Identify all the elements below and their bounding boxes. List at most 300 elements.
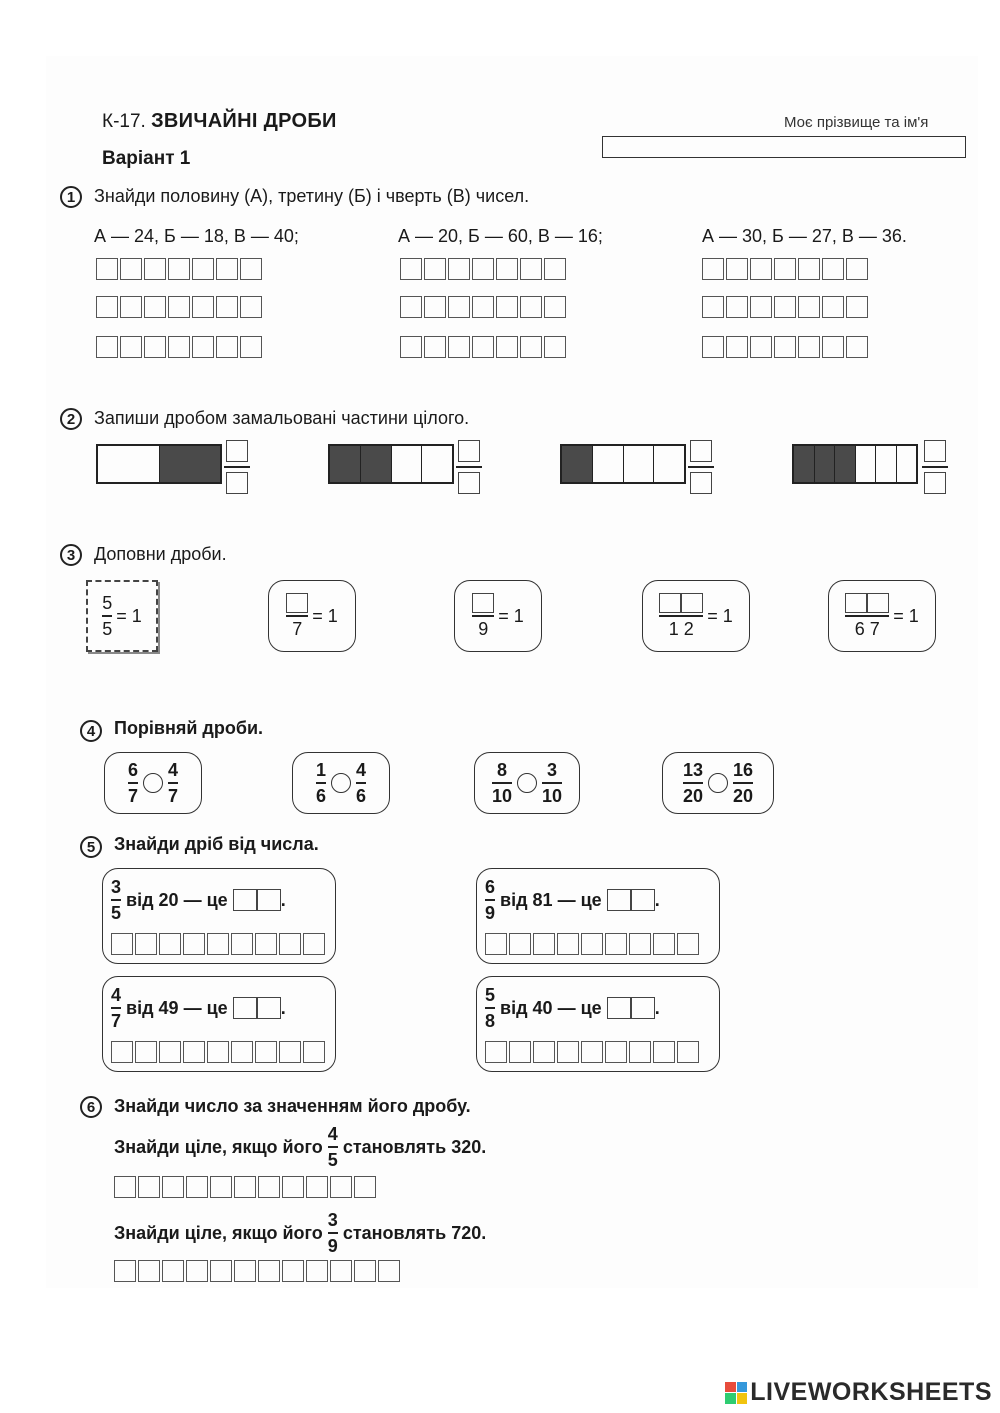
denominator: 7 bbox=[168, 786, 179, 806]
denominator: 6 bbox=[356, 786, 367, 806]
denominator: 5 bbox=[111, 903, 122, 923]
fraction-line bbox=[456, 466, 482, 468]
fraction-of-number-2: $\frac{6}{9}$ від 81 — це . bbox=[476, 868, 720, 964]
work-cell[interactable] bbox=[111, 1041, 133, 1063]
answer-cell[interactable] bbox=[520, 296, 542, 318]
answer-cell[interactable] bbox=[424, 336, 446, 358]
work-cell[interactable] bbox=[258, 1176, 280, 1198]
compare-pair-1 bbox=[104, 752, 202, 814]
task6-prefix: Знайди ціле, якщо його bbox=[114, 1136, 323, 1157]
answer-cell[interactable] bbox=[96, 296, 118, 318]
work-cell[interactable] bbox=[485, 1041, 507, 1063]
answer-cell[interactable] bbox=[750, 336, 772, 358]
answer-cell[interactable] bbox=[400, 296, 422, 318]
denominator: 5 bbox=[327, 1150, 338, 1170]
task6-work-cells-1[interactable] bbox=[114, 1176, 378, 1198]
fraction-line bbox=[485, 1007, 495, 1009]
work-cell[interactable] bbox=[533, 933, 555, 955]
work-cell[interactable] bbox=[231, 933, 253, 955]
work-cell[interactable] bbox=[186, 1260, 208, 1282]
work-cell[interactable] bbox=[210, 1260, 232, 1282]
word-of: від bbox=[500, 997, 528, 1018]
variant-label: Варіант 1 bbox=[102, 148, 191, 169]
answer-cell[interactable] bbox=[192, 258, 214, 280]
task1-answer-row[interactable] bbox=[400, 296, 568, 318]
name-input-field[interactable] bbox=[602, 136, 966, 158]
result: = 1 bbox=[707, 605, 733, 626]
numerator-input[interactable] bbox=[286, 593, 308, 613]
answer-box[interactable] bbox=[607, 889, 655, 911]
answer-cell[interactable] bbox=[750, 258, 772, 280]
fraction-answer-1 bbox=[224, 440, 250, 494]
numerator-box[interactable] bbox=[458, 440, 480, 462]
work-cells[interactable] bbox=[111, 1041, 327, 1063]
empty-part bbox=[422, 446, 452, 482]
filled-part bbox=[361, 446, 392, 482]
work-cell[interactable] bbox=[581, 1041, 603, 1063]
word-is: — це bbox=[557, 889, 602, 910]
numerator-input[interactable] bbox=[867, 593, 889, 613]
task1-answer-row[interactable] bbox=[96, 336, 264, 358]
answer-cell[interactable] bbox=[822, 336, 844, 358]
work-cell[interactable] bbox=[138, 1176, 160, 1198]
work-cell[interactable] bbox=[186, 1176, 208, 1198]
task1-text: Знайди половину (А), третину (Б) і чверть (В) чисел. bbox=[94, 186, 530, 206]
logo-square bbox=[725, 1382, 736, 1393]
fraction-bar-2 bbox=[328, 444, 454, 484]
numerator: 3 bbox=[547, 760, 558, 780]
compare-circle[interactable] bbox=[331, 773, 351, 793]
answer-cell[interactable] bbox=[544, 296, 566, 318]
denominator: 20 bbox=[733, 786, 754, 806]
answer-cell[interactable] bbox=[520, 336, 542, 358]
fraction-line bbox=[316, 782, 326, 784]
numerator: 4 bbox=[356, 760, 367, 780]
work-cell[interactable] bbox=[677, 1041, 699, 1063]
answer-cell[interactable] bbox=[192, 296, 214, 318]
answer-cell[interactable] bbox=[240, 336, 262, 358]
word-is: — це bbox=[183, 889, 228, 910]
answer-cell[interactable] bbox=[798, 258, 820, 280]
numerator: 5 bbox=[485, 985, 496, 1005]
numerator: 4 bbox=[111, 985, 122, 1005]
denominator: 6 bbox=[315, 786, 326, 806]
task1-answer-row[interactable] bbox=[702, 296, 870, 318]
work-cell[interactable] bbox=[231, 1041, 253, 1063]
fraction-line bbox=[922, 466, 948, 468]
fraction-answer-4 bbox=[922, 440, 948, 494]
fraction-answer-3 bbox=[688, 440, 714, 494]
empty-part bbox=[392, 446, 423, 482]
task6-prefix: Знайди ціле, якщо його bbox=[114, 1222, 323, 1243]
work-cell[interactable] bbox=[207, 1041, 229, 1063]
worksheet-page bbox=[46, 56, 978, 1288]
number-value: 20 bbox=[158, 889, 179, 910]
answer-cell[interactable] bbox=[798, 336, 820, 358]
answer-cell[interactable] bbox=[168, 336, 190, 358]
answer-cell[interactable] bbox=[496, 336, 518, 358]
denominator-box[interactable] bbox=[924, 472, 946, 494]
example-numerator: 5 bbox=[102, 593, 113, 613]
empty-part bbox=[856, 446, 877, 482]
fraction-bar-4 bbox=[792, 444, 918, 484]
result: = 1 bbox=[893, 605, 919, 626]
denominator: 20 bbox=[682, 786, 703, 806]
numerator: 13 bbox=[682, 760, 703, 780]
work-cell[interactable] bbox=[207, 933, 229, 955]
work-cell[interactable] bbox=[114, 1176, 136, 1198]
denominator: 7 bbox=[127, 786, 138, 806]
work-cell[interactable] bbox=[255, 1041, 277, 1063]
answer-cell[interactable] bbox=[726, 336, 748, 358]
task6-item-1 bbox=[114, 1124, 486, 1170]
denominator: 10 bbox=[542, 786, 563, 806]
number-value: 720. bbox=[451, 1222, 487, 1243]
work-cell[interactable] bbox=[135, 933, 157, 955]
fraction-line bbox=[111, 899, 121, 901]
filled-part bbox=[562, 446, 593, 482]
work-cell[interactable] bbox=[111, 933, 133, 955]
work-cell[interactable] bbox=[114, 1260, 136, 1282]
fraction-line bbox=[733, 782, 753, 784]
answer-cell[interactable] bbox=[240, 258, 262, 280]
answer-cell[interactable] bbox=[216, 336, 238, 358]
work-cell[interactable] bbox=[629, 1041, 651, 1063]
work-cell[interactable] bbox=[509, 1041, 531, 1063]
numerator-box[interactable] bbox=[226, 440, 248, 462]
answer-box[interactable] bbox=[233, 889, 281, 911]
denominator-box[interactable] bbox=[458, 472, 480, 494]
work-cell[interactable] bbox=[509, 933, 531, 955]
answer-cell[interactable] bbox=[822, 258, 844, 280]
numerator-input[interactable] bbox=[472, 593, 494, 613]
work-cell[interactable] bbox=[581, 933, 603, 955]
compare-pair-2 bbox=[292, 752, 390, 814]
task2-text: Запиши дробом замальовані частини цілого. bbox=[94, 408, 470, 428]
task1-answer-row[interactable] bbox=[702, 258, 870, 280]
answer-cell[interactable] bbox=[846, 296, 868, 318]
fraction-line bbox=[485, 899, 495, 901]
result: = 1 bbox=[312, 605, 338, 626]
compare-pair-3 bbox=[474, 752, 580, 814]
answer-cell[interactable] bbox=[496, 296, 518, 318]
complete-fraction-1 bbox=[268, 580, 356, 652]
numerator: 16 bbox=[733, 760, 754, 780]
fraction-of-number-3: $\frac{4}{7}$ від 49 — це . bbox=[102, 976, 336, 1072]
task1-answer-row[interactable] bbox=[400, 336, 568, 358]
denominator: 10 bbox=[491, 786, 512, 806]
numerator-input[interactable] bbox=[659, 593, 681, 613]
empty-part bbox=[654, 446, 684, 482]
work-cell[interactable] bbox=[282, 1260, 304, 1282]
word-of: від bbox=[126, 997, 154, 1018]
number-value: 49 bbox=[158, 997, 179, 1018]
work-cell[interactable] bbox=[533, 1041, 555, 1063]
task5-text: Знайди дріб від числа. bbox=[114, 834, 319, 854]
answer-cell[interactable] bbox=[774, 336, 796, 358]
answer-cell[interactable] bbox=[424, 258, 446, 280]
fraction-line bbox=[472, 615, 494, 617]
result: = 1 bbox=[498, 605, 524, 626]
filled-part bbox=[835, 446, 856, 482]
empty-part bbox=[876, 446, 897, 482]
fraction-of-number-4: $\frac{5}{8}$ від 40 — це . bbox=[476, 976, 720, 1072]
fraction-line bbox=[111, 1007, 121, 1009]
denominator: 9 bbox=[478, 619, 489, 639]
task1-answer-row[interactable] bbox=[702, 336, 870, 358]
answer-cell[interactable] bbox=[192, 336, 214, 358]
logo-text: LIVEWORKSHEETS bbox=[750, 1378, 992, 1406]
answer-cell[interactable] bbox=[544, 336, 566, 358]
answer-box[interactable] bbox=[607, 997, 655, 1019]
work-cell[interactable] bbox=[354, 1260, 376, 1282]
fraction-line bbox=[356, 782, 366, 784]
fraction-line bbox=[168, 782, 178, 784]
answer-cell[interactable] bbox=[544, 258, 566, 280]
worksheet-title: ЗВИЧАЙНІ ДРОБИ bbox=[151, 110, 337, 132]
denominator: 6 7 bbox=[854, 619, 880, 639]
answer-cell[interactable] bbox=[144, 336, 166, 358]
filled-part bbox=[794, 446, 815, 482]
fraction-line bbox=[688, 466, 714, 468]
answer-cell[interactable] bbox=[774, 258, 796, 280]
liveworksheets-logo bbox=[725, 1378, 992, 1407]
work-cell[interactable] bbox=[653, 933, 675, 955]
work-cell[interactable] bbox=[557, 1041, 579, 1063]
answer-cell[interactable] bbox=[120, 258, 142, 280]
fraction-line bbox=[102, 615, 112, 617]
numerator: 6 bbox=[485, 877, 496, 897]
numerator-box[interactable] bbox=[690, 440, 712, 462]
fraction-line bbox=[224, 466, 250, 468]
work-cell[interactable] bbox=[234, 1260, 256, 1282]
answer-cell[interactable] bbox=[520, 258, 542, 280]
fraction-line bbox=[328, 1146, 338, 1148]
answer-cell[interactable] bbox=[216, 296, 238, 318]
logo-square bbox=[737, 1382, 748, 1393]
task4-text: Порівняй дроби. bbox=[114, 718, 264, 738]
answer-cell[interactable] bbox=[472, 336, 494, 358]
answer-cell[interactable] bbox=[472, 258, 494, 280]
answer-cell[interactable] bbox=[448, 258, 470, 280]
fraction-of-number-1: $\frac{3}{5}$ від 20 — це . bbox=[102, 868, 336, 964]
task-number-2: 2 bbox=[60, 408, 82, 430]
word-of: від bbox=[126, 889, 154, 910]
answer-cell[interactable] bbox=[120, 296, 142, 318]
fraction-line bbox=[542, 782, 562, 784]
denominator-box[interactable] bbox=[690, 472, 712, 494]
denominator: 8 bbox=[485, 1011, 496, 1031]
work-cell[interactable] bbox=[557, 933, 579, 955]
logo-icon bbox=[725, 1382, 747, 1404]
denominator: 1 2 bbox=[668, 619, 694, 639]
fraction-line bbox=[492, 782, 512, 784]
numerator-input[interactable] bbox=[681, 593, 703, 613]
work-cell[interactable] bbox=[485, 933, 507, 955]
worksheet-code bbox=[102, 110, 337, 133]
work-cell[interactable] bbox=[653, 1041, 675, 1063]
work-cell[interactable] bbox=[159, 1041, 181, 1063]
fraction-line bbox=[845, 615, 889, 617]
numerator-input[interactable] bbox=[845, 593, 867, 613]
answer-cell[interactable] bbox=[400, 336, 422, 358]
empty-part bbox=[593, 446, 624, 482]
task1-answer-row[interactable] bbox=[96, 258, 264, 280]
compare-circle[interactable] bbox=[143, 773, 163, 793]
word-of: від bbox=[500, 889, 528, 910]
fraction-line bbox=[683, 782, 703, 784]
answer-cell[interactable] bbox=[774, 296, 796, 318]
complete-fraction-2 bbox=[454, 580, 542, 652]
denominator-box[interactable] bbox=[226, 472, 248, 494]
work-cell[interactable] bbox=[354, 1176, 376, 1198]
task1-group-1: А — 24, Б — 18, В — 40; bbox=[94, 226, 299, 246]
answer-cell[interactable] bbox=[496, 258, 518, 280]
answer-cell[interactable] bbox=[424, 296, 446, 318]
work-cells[interactable] bbox=[485, 933, 701, 955]
task-number-1: 1 bbox=[60, 186, 82, 208]
work-cell[interactable] bbox=[330, 1176, 352, 1198]
numerator: 1 bbox=[315, 760, 326, 780]
work-cell[interactable] bbox=[306, 1260, 328, 1282]
word-make: становлять bbox=[342, 1222, 447, 1243]
compare-circle[interactable] bbox=[517, 773, 537, 793]
work-cell[interactable] bbox=[183, 933, 205, 955]
numerator: 3 bbox=[327, 1210, 338, 1230]
work-cells[interactable] bbox=[111, 933, 327, 955]
code-label: К-17. bbox=[102, 111, 146, 132]
work-cell[interactable] bbox=[135, 1041, 157, 1063]
answer-cell[interactable] bbox=[846, 336, 868, 358]
logo-square bbox=[737, 1393, 748, 1404]
work-cell[interactable] bbox=[138, 1260, 160, 1282]
work-cell[interactable] bbox=[159, 933, 181, 955]
work-cell[interactable] bbox=[605, 1041, 627, 1063]
answer-cell[interactable] bbox=[702, 258, 724, 280]
answer-cell[interactable] bbox=[216, 258, 238, 280]
number-value: 40 bbox=[532, 997, 553, 1018]
example-denominator: 5 bbox=[102, 619, 113, 639]
answer-cell[interactable] bbox=[448, 296, 470, 318]
answer-box[interactable] bbox=[233, 997, 281, 1019]
answer-cell[interactable] bbox=[144, 296, 166, 318]
task6-text: Знайди число за значенням його дробу. bbox=[114, 1096, 471, 1116]
denominator: 7 bbox=[292, 619, 303, 639]
task1-answer-row[interactable] bbox=[96, 296, 264, 318]
answer-cell[interactable] bbox=[96, 258, 118, 280]
number-value: 81 bbox=[532, 889, 553, 910]
work-cell[interactable] bbox=[183, 1041, 205, 1063]
work-cell[interactable] bbox=[162, 1176, 184, 1198]
fraction-bar-1 bbox=[96, 444, 222, 484]
fraction-line bbox=[128, 782, 138, 784]
word-is: — це bbox=[183, 997, 228, 1018]
task-number-4: 4 bbox=[80, 720, 102, 742]
answer-cell[interactable] bbox=[400, 258, 422, 280]
answer-cell[interactable] bbox=[702, 336, 724, 358]
task1-group-3: А — 30, Б — 27, В — 36. bbox=[702, 226, 907, 246]
number-value: 320. bbox=[451, 1136, 487, 1157]
work-cell[interactable] bbox=[677, 933, 699, 955]
work-cell[interactable] bbox=[162, 1260, 184, 1282]
empty-part bbox=[624, 446, 655, 482]
answer-cell[interactable] bbox=[846, 258, 868, 280]
word-make: становлять bbox=[342, 1136, 447, 1157]
work-cell[interactable] bbox=[330, 1260, 352, 1282]
filled-part bbox=[330, 446, 361, 482]
fraction-line bbox=[328, 1232, 338, 1234]
numerator: 3 bbox=[111, 877, 122, 897]
answer-cell[interactable] bbox=[120, 336, 142, 358]
numerator: 8 bbox=[496, 760, 507, 780]
compare-pair-4 bbox=[662, 752, 774, 814]
fraction-answer-2 bbox=[456, 440, 482, 494]
denominator: 9 bbox=[327, 1236, 338, 1256]
answer-cell[interactable] bbox=[726, 296, 748, 318]
empty-part bbox=[98, 446, 160, 482]
task3-text: Доповни дроби. bbox=[94, 544, 227, 564]
answer-cell[interactable] bbox=[448, 336, 470, 358]
answer-cell[interactable] bbox=[702, 296, 724, 318]
task1-answer-row[interactable] bbox=[400, 258, 568, 280]
answer-cell[interactable] bbox=[472, 296, 494, 318]
work-cells[interactable] bbox=[485, 1041, 701, 1063]
empty-part bbox=[897, 446, 917, 482]
numerator: 4 bbox=[327, 1124, 338, 1144]
example-fraction bbox=[86, 580, 158, 652]
complete-fraction-3 bbox=[642, 580, 750, 652]
work-cell[interactable] bbox=[378, 1260, 400, 1282]
fraction-line bbox=[659, 615, 703, 617]
answer-cell[interactable] bbox=[726, 258, 748, 280]
answer-cell[interactable] bbox=[168, 258, 190, 280]
fraction-bar-3 bbox=[560, 444, 686, 484]
answer-cell[interactable] bbox=[750, 296, 772, 318]
work-cell[interactable] bbox=[303, 1041, 325, 1063]
work-cell[interactable] bbox=[234, 1176, 256, 1198]
answer-cell[interactable] bbox=[822, 296, 844, 318]
work-cell[interactable] bbox=[306, 1176, 328, 1198]
denominator: 9 bbox=[485, 903, 496, 923]
work-cell[interactable] bbox=[282, 1176, 304, 1198]
work-cell[interactable] bbox=[629, 933, 651, 955]
work-cell[interactable] bbox=[258, 1260, 280, 1282]
answer-cell[interactable] bbox=[240, 296, 262, 318]
compare-circle[interactable] bbox=[708, 773, 728, 793]
work-cell[interactable] bbox=[605, 933, 627, 955]
numerator-box[interactable] bbox=[924, 440, 946, 462]
work-cell[interactable] bbox=[279, 1041, 301, 1063]
task-number-6: 6 bbox=[80, 1096, 102, 1118]
numerator: 6 bbox=[127, 760, 138, 780]
answer-cell[interactable] bbox=[798, 296, 820, 318]
answer-cell[interactable] bbox=[144, 258, 166, 280]
task6-item-2 bbox=[114, 1210, 486, 1256]
task6-work-cells-2[interactable] bbox=[114, 1260, 402, 1282]
work-cell[interactable] bbox=[303, 933, 325, 955]
work-cell[interactable] bbox=[210, 1176, 232, 1198]
work-cell[interactable] bbox=[255, 933, 277, 955]
answer-cell[interactable] bbox=[168, 296, 190, 318]
filled-part bbox=[815, 446, 836, 482]
example-result: = 1 bbox=[116, 605, 142, 626]
filled-part bbox=[160, 446, 221, 482]
task1-group-2: А — 20, Б — 60, В — 16; bbox=[398, 226, 603, 246]
task-number-3: 3 bbox=[60, 544, 82, 566]
work-cell[interactable] bbox=[279, 933, 301, 955]
numerator: 4 bbox=[168, 760, 179, 780]
answer-cell[interactable] bbox=[96, 336, 118, 358]
